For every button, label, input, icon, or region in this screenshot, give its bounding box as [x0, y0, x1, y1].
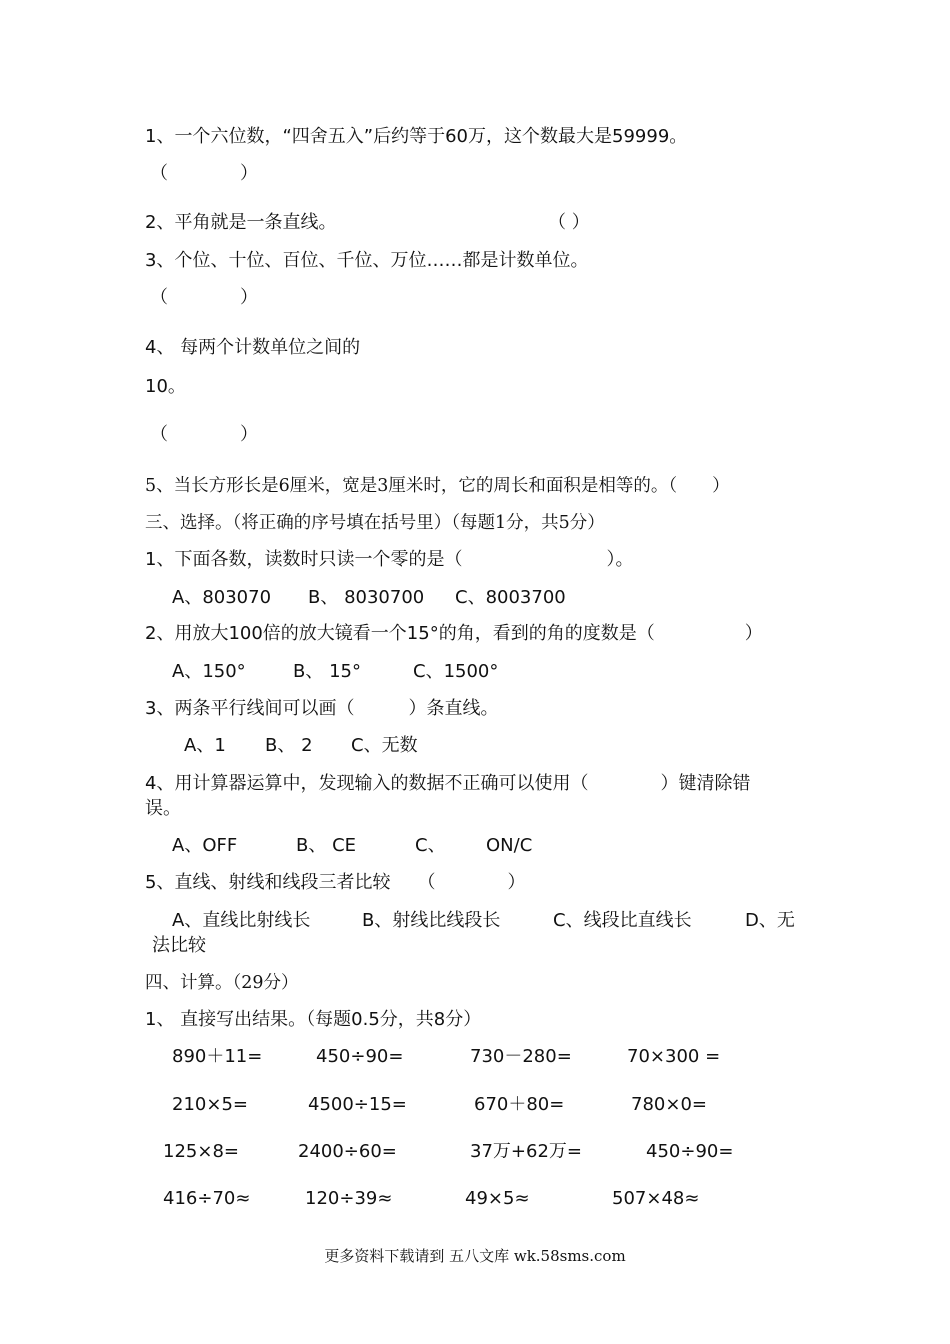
judge-item-4: 4、 每两个计数单位之间的: [145, 337, 361, 358]
judge-item-5: 5、当长方形长是6厘米，宽是3厘米时，它的周长和面积是相等的。（ ）: [145, 476, 730, 496]
choice-q5: 5、直线、射线和线段三者比较 （ ）: [145, 872, 526, 893]
choice-q4: 4、用计算器运算中，发现输入的数据不正确可以使用（ ）键清除错: [145, 773, 751, 794]
judge-item-2: 2、平角就是一条直线。: [145, 212, 337, 233]
choice-q5-option-c: C、线段比直线长: [553, 910, 692, 931]
choice-q2-option-a: A、150°: [172, 661, 246, 682]
section-3-heading: 三、选择。（将正确的序号填在括号里）（每题1分，共5分）: [145, 513, 605, 533]
choice-q5-option-b: B、射线比线段长: [362, 910, 501, 931]
calc-item: 2400÷60=: [298, 1141, 397, 1162]
calc-item: 507×48≈: [612, 1188, 700, 1209]
choice-q5-option-a: A、直线比射线长: [172, 910, 311, 931]
choice-q2-option-b: B、 15°: [293, 661, 361, 682]
choice-q1-option-c: C、8003700: [455, 587, 566, 608]
judge-item-4-cont: 10。: [145, 376, 186, 397]
calc-item: 125×8=: [163, 1141, 239, 1162]
calc-item: 890＋11=: [172, 1046, 263, 1067]
choice-q5-option-d-cont: 法比较: [152, 935, 206, 956]
choice-q5-option-d: D、无: [745, 910, 795, 931]
calc-item: 120÷39≈: [305, 1188, 393, 1209]
calc-item: 450÷90=: [646, 1141, 734, 1162]
calc-item: 670＋80=: [474, 1094, 565, 1115]
calc-item: 49×5≈: [465, 1188, 530, 1209]
calc-item: 37万+62万=: [470, 1141, 582, 1162]
judge-item-3: 3、个位、十位、百位、千位、万位……都是计数单位。: [145, 250, 589, 271]
choice-q4-option-c-value: ON/C: [486, 835, 533, 856]
calc-item: 4500÷15=: [308, 1094, 407, 1115]
choice-q4-option-c: C、: [415, 835, 446, 856]
choice-q4-option-b: B、 CE: [296, 835, 357, 856]
judge-item-2-paren: （ ）: [548, 212, 590, 233]
judge-item-1: 1、一个六位数，“四舍五入”后约等于60万，这个数最大是59999。: [145, 126, 688, 147]
judge-item-3-paren: （ ）: [150, 287, 258, 308]
choice-q3: 3、两条平行线间可以画（ ）条直线。: [145, 698, 499, 719]
choice-q4-cont: 误。: [145, 798, 181, 819]
calc-item: 210×5=: [172, 1094, 248, 1115]
section-4-heading: 四、计算。（29分）: [145, 973, 299, 993]
choice-q2-option-c: C、1500°: [413, 661, 499, 682]
choice-q1-option-b: B、 8030700: [308, 587, 425, 608]
choice-q1-option-a: A、803070: [172, 587, 272, 608]
judge-item-1-paren: （ ）: [150, 163, 258, 184]
footer-source-note: 更多资料下载请到 五八文库 wk.58sms.com: [324, 1247, 626, 1265]
choice-q3-option-c: C、无数: [351, 735, 418, 756]
calc-item: 450÷90=: [316, 1046, 404, 1067]
choice-q2: 2、用放大100倍的放大镜看一个15°的角，看到的角的度数是（ ）: [145, 623, 763, 644]
calc-item: 780×0=: [631, 1094, 707, 1115]
calc-item: 730－280=: [470, 1046, 572, 1067]
calc-sub1-heading: 1、 直接写出结果。（每题0.5分，共8分）: [145, 1009, 482, 1030]
choice-q3-option-b: B、 2: [265, 735, 313, 756]
choice-q4-option-a: A、OFF: [172, 835, 238, 856]
calc-item: 416÷70≈: [163, 1188, 251, 1209]
judge-item-4-paren: （ ）: [150, 424, 258, 445]
choice-q3-option-a: A、1: [184, 735, 226, 756]
calc-item: 70×300 =: [627, 1046, 721, 1067]
choice-q1: 1、下面各数，读数时只读一个零的是（ ）。: [145, 549, 634, 570]
